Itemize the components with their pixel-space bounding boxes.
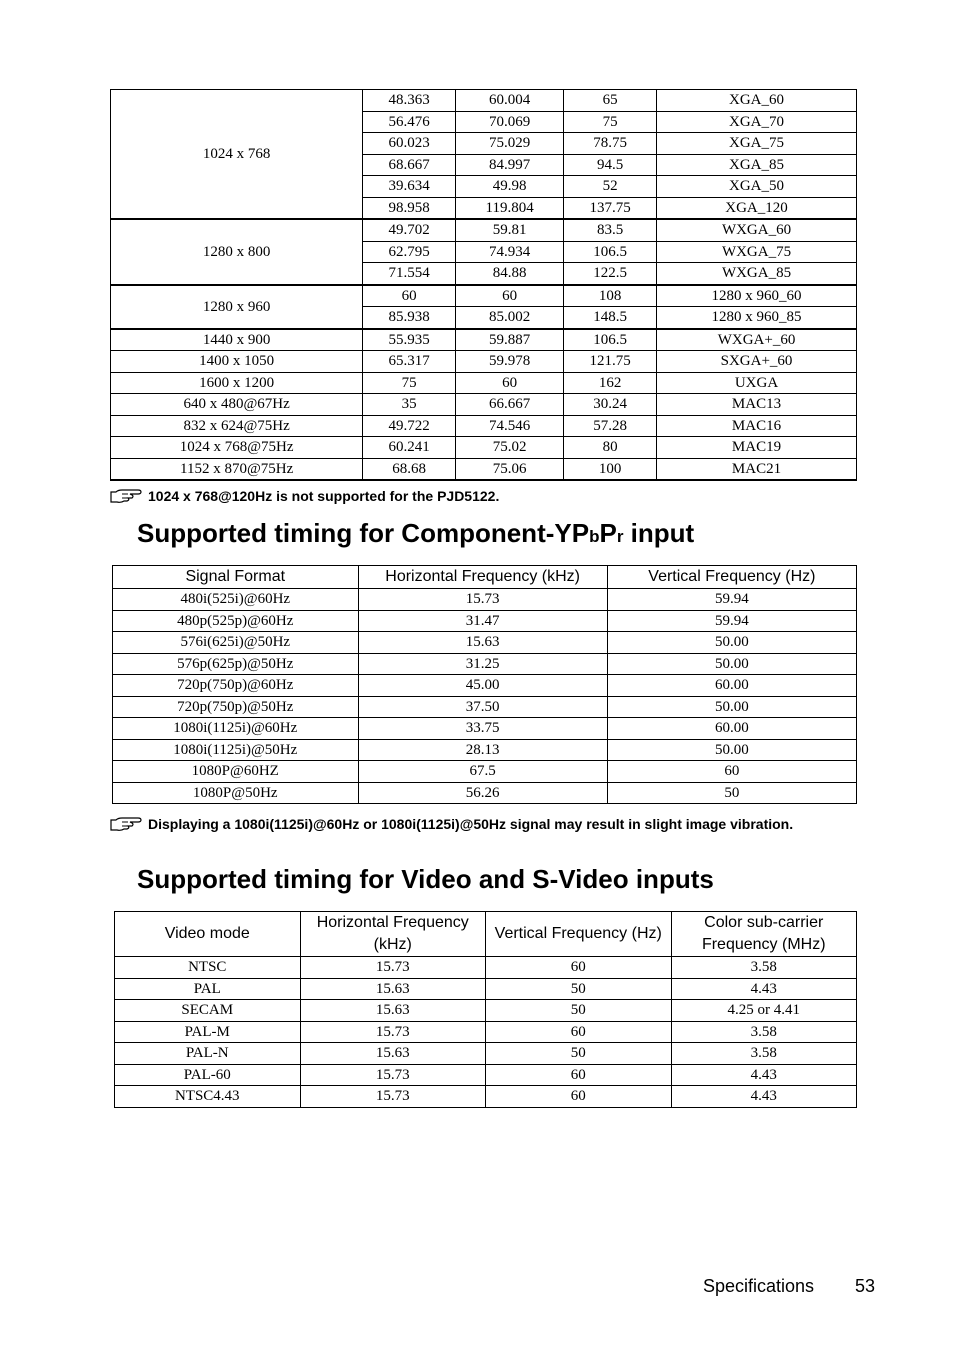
table-cell: UXGA (657, 372, 857, 394)
table-cell: 576p(625p)@50Hz (113, 653, 359, 675)
table-row (115, 1000, 857, 1022)
table-cell: XGA_75 (657, 133, 857, 155)
table-cell: 60 (486, 1021, 672, 1043)
table-row (115, 1064, 857, 1086)
pointing-hand-icon (110, 488, 144, 504)
table-cell: 15.63 (300, 1000, 486, 1022)
table-cell: 106.5 (564, 329, 657, 351)
component-heading: Supported timing for Component-YPbPr input (137, 518, 695, 548)
table-cell: 50 (607, 782, 856, 804)
table-cell: 148.5 (564, 307, 657, 329)
table-cell: 50.00 (607, 696, 856, 718)
table-cell: 3.58 (671, 957, 857, 979)
table-cell: 60 (456, 372, 564, 394)
table-cell: 1080P@60HZ (113, 761, 359, 783)
table-row (113, 675, 857, 697)
column-header: Horizontal Frequency (kHz) (358, 566, 607, 589)
table-cell: 50.00 (607, 653, 856, 675)
table-cell: 162 (564, 372, 657, 394)
table-cell: 52 (564, 176, 657, 198)
note-120hz (110, 487, 828, 505)
table-cell: PAL-N (115, 1043, 301, 1065)
resolution-cell: 640 x 480@67Hz (111, 394, 363, 416)
table-cell: 480p(525p)@60Hz (113, 610, 359, 632)
table-cell: 66.667 (456, 394, 564, 416)
table-row (111, 285, 857, 307)
table-cell: 1080i(1125i)@50Hz (113, 739, 359, 761)
table-cell: 4.43 (671, 978, 857, 1000)
table-cell: 75.06 (456, 458, 564, 480)
table-header-row (113, 566, 857, 589)
table-cell: 57.28 (564, 415, 657, 437)
table-cell: 720p(750p)@50Hz (113, 696, 359, 718)
table-cell: 80 (564, 437, 657, 459)
table-cell: 48.363 (363, 90, 456, 112)
table-cell: XGA_70 (657, 111, 857, 133)
column-header: Horizontal Frequency (kHz) (300, 912, 486, 957)
table-cell: 1080P@50Hz (113, 782, 359, 804)
table-row (113, 653, 857, 675)
table-cell: 4.25 or 4.41 (671, 1000, 857, 1022)
column-header: Vertical Frequency (Hz) (486, 912, 672, 957)
table-cell: 60 (486, 957, 672, 979)
table-header-row (115, 912, 857, 957)
table-cell: 56.26 (358, 782, 607, 804)
table-row (111, 219, 857, 241)
table-cell: 84.88 (456, 263, 564, 285)
table-cell: 35 (363, 394, 456, 416)
table-row (111, 437, 857, 459)
table-cell: 75 (363, 372, 456, 394)
table-cell: MAC21 (657, 458, 857, 480)
table-cell: SECAM (115, 1000, 301, 1022)
table-cell: SXGA+_60 (657, 351, 857, 373)
table-cell: 74.934 (456, 241, 564, 263)
table-row (111, 394, 857, 416)
resolution-cell: 1280 x 800 (111, 219, 363, 285)
table-row (113, 696, 857, 718)
table-cell: 15.73 (358, 589, 607, 611)
table-row (113, 610, 857, 632)
table-cell: 60 (363, 285, 456, 307)
resolution-cell: 1152 x 870@75Hz (111, 458, 363, 480)
table-cell: 28.13 (358, 739, 607, 761)
table-cell: 59.94 (607, 589, 856, 611)
pointing-hand-icon (110, 816, 144, 832)
vga-timing-table (110, 89, 857, 481)
table-cell: 49.702 (363, 219, 456, 241)
table-cell: 68.68 (363, 458, 456, 480)
table-cell: 59.887 (456, 329, 564, 351)
table-cell: 15.73 (300, 957, 486, 979)
table-cell: 60.241 (363, 437, 456, 459)
table-cell: 83.5 (564, 219, 657, 241)
table-cell: 3.58 (671, 1043, 857, 1065)
table-cell: XGA_50 (657, 176, 857, 198)
table-cell: 59.94 (607, 610, 856, 632)
table-row (115, 1086, 857, 1108)
table-cell: 39.634 (363, 176, 456, 198)
table-row (111, 415, 857, 437)
table-cell: 106.5 (564, 241, 657, 263)
table-cell: 50.00 (607, 632, 856, 654)
note-1080i (110, 815, 828, 833)
table-cell: 30.24 (564, 394, 657, 416)
table-cell: 75.02 (456, 437, 564, 459)
table-cell: 98.958 (363, 197, 456, 219)
table-cell: 3.58 (671, 1021, 857, 1043)
table-cell: 137.75 (564, 197, 657, 219)
video-timing-table (114, 911, 857, 1108)
table-cell: 68.667 (363, 154, 456, 176)
note-1080i-text: Displaying a 1080i(1125i)@60Hz or 1080i(1125i)@50Hz signal may result in slight image vibration. (148, 816, 794, 832)
table-cell: 59.978 (456, 351, 564, 373)
table-cell: 15.73 (300, 1086, 486, 1108)
table-row (111, 351, 857, 373)
table-cell: 50.00 (607, 739, 856, 761)
table-cell: WXGA+_60 (657, 329, 857, 351)
table-cell: 15.73 (300, 1021, 486, 1043)
resolution-cell: 1280 x 960 (111, 285, 363, 329)
resolution-cell: 1440 x 900 (111, 329, 363, 351)
table-cell: 720p(750p)@60Hz (113, 675, 359, 697)
table-cell: 108 (564, 285, 657, 307)
table-row (113, 632, 857, 654)
table-cell: 100 (564, 458, 657, 480)
table-cell: 75.029 (456, 133, 564, 155)
table-cell: 576i(625i)@50Hz (113, 632, 359, 654)
table-cell: 37.50 (358, 696, 607, 718)
table-cell: WXGA_75 (657, 241, 857, 263)
table-cell: 78.75 (564, 133, 657, 155)
table-cell: WXGA_85 (657, 263, 857, 285)
table-cell: 62.795 (363, 241, 456, 263)
resolution-cell: 1024 x 768@75Hz (111, 437, 363, 459)
table-cell: 85.938 (363, 307, 456, 329)
table-row (115, 1021, 857, 1043)
table-cell: 15.63 (300, 1043, 486, 1065)
table-cell: 1080i(1125i)@60Hz (113, 718, 359, 740)
resolution-cell: 1400 x 1050 (111, 351, 363, 373)
page-number: 53 (855, 1276, 876, 1296)
table-row (113, 589, 857, 611)
table-cell: 49.98 (456, 176, 564, 198)
table-cell: 71.554 (363, 263, 456, 285)
table-row (113, 718, 857, 740)
table-cell: 60 (607, 761, 856, 783)
table-cell: 60 (486, 1086, 672, 1108)
table-cell: 50 (486, 1043, 672, 1065)
table-cell: 84.997 (456, 154, 564, 176)
table-cell: 60.00 (607, 675, 856, 697)
table-cell: XGA_120 (657, 197, 857, 219)
table-cell: 67.5 (358, 761, 607, 783)
table-cell: 65 (564, 90, 657, 112)
table-cell: 94.5 (564, 154, 657, 176)
table-cell: 49.722 (363, 415, 456, 437)
table-row (115, 1043, 857, 1065)
table-cell: 119.804 (456, 197, 564, 219)
video-heading: Supported timing for Video and S-Video inputs (137, 864, 714, 894)
component-timing-table (112, 565, 857, 804)
table-cell: 75 (564, 111, 657, 133)
table-cell: MAC16 (657, 415, 857, 437)
table-cell: 50 (486, 978, 672, 1000)
table-cell: WXGA_60 (657, 219, 857, 241)
table-cell: NTSC4.43 (115, 1086, 301, 1108)
footer-section: Specifications (703, 1276, 815, 1296)
table-cell: 122.5 (564, 263, 657, 285)
table-row (115, 978, 857, 1000)
table-cell: 480i(525i)@60Hz (113, 589, 359, 611)
table-cell: 59.81 (456, 219, 564, 241)
resolution-cell: 1600 x 1200 (111, 372, 363, 394)
table-cell: 15.63 (358, 632, 607, 654)
table-cell: 60.004 (456, 90, 564, 112)
table-cell: 55.935 (363, 329, 456, 351)
table-cell: 50 (486, 1000, 672, 1022)
column-header: Vertical Frequency (Hz) (607, 566, 856, 589)
table-cell: 4.43 (671, 1086, 857, 1108)
table-cell: 1280 x 960_85 (657, 307, 857, 329)
table-row (113, 782, 857, 804)
table-cell: 15.63 (300, 978, 486, 1000)
resolution-cell: 1024 x 768 (111, 90, 363, 220)
table-cell: PAL (115, 978, 301, 1000)
table-cell: 74.546 (456, 415, 564, 437)
table-row (111, 90, 857, 112)
table-cell: 15.73 (300, 1064, 486, 1086)
table-cell: 70.069 (456, 111, 564, 133)
table-cell: 1280 x 960_60 (657, 285, 857, 307)
column-header: Signal Format (113, 566, 359, 589)
column-header: Video mode (115, 912, 301, 957)
table-cell: 45.00 (358, 675, 607, 697)
table-row (115, 957, 857, 979)
table-row (111, 329, 857, 351)
table-cell: XGA_85 (657, 154, 857, 176)
table-cell: MAC19 (657, 437, 857, 459)
table-cell: MAC13 (657, 394, 857, 416)
resolution-cell: 832 x 624@75Hz (111, 415, 363, 437)
table-cell: XGA_60 (657, 90, 857, 112)
table-cell: 121.75 (564, 351, 657, 373)
column-header: Color sub-carrier Frequency (MHz) (671, 912, 857, 957)
table-row (113, 761, 857, 783)
table-cell: 31.47 (358, 610, 607, 632)
table-cell: PAL-M (115, 1021, 301, 1043)
table-cell: PAL-60 (115, 1064, 301, 1086)
table-cell: 85.002 (456, 307, 564, 329)
table-cell: 60.023 (363, 133, 456, 155)
table-cell: 60 (456, 285, 564, 307)
table-cell: 4.43 (671, 1064, 857, 1086)
table-cell: 31.25 (358, 653, 607, 675)
note-120hz-text: 1024 x 768@120Hz is not supported for the PJD5122. (148, 488, 500, 504)
table-row (113, 739, 857, 761)
table-cell: 65.317 (363, 351, 456, 373)
table-cell: 56.476 (363, 111, 456, 133)
table-cell: 60.00 (607, 718, 856, 740)
table-cell: 60 (486, 1064, 672, 1086)
table-cell: 33.75 (358, 718, 607, 740)
table-cell: NTSC (115, 957, 301, 979)
table-row (111, 372, 857, 394)
table-row (111, 458, 857, 480)
